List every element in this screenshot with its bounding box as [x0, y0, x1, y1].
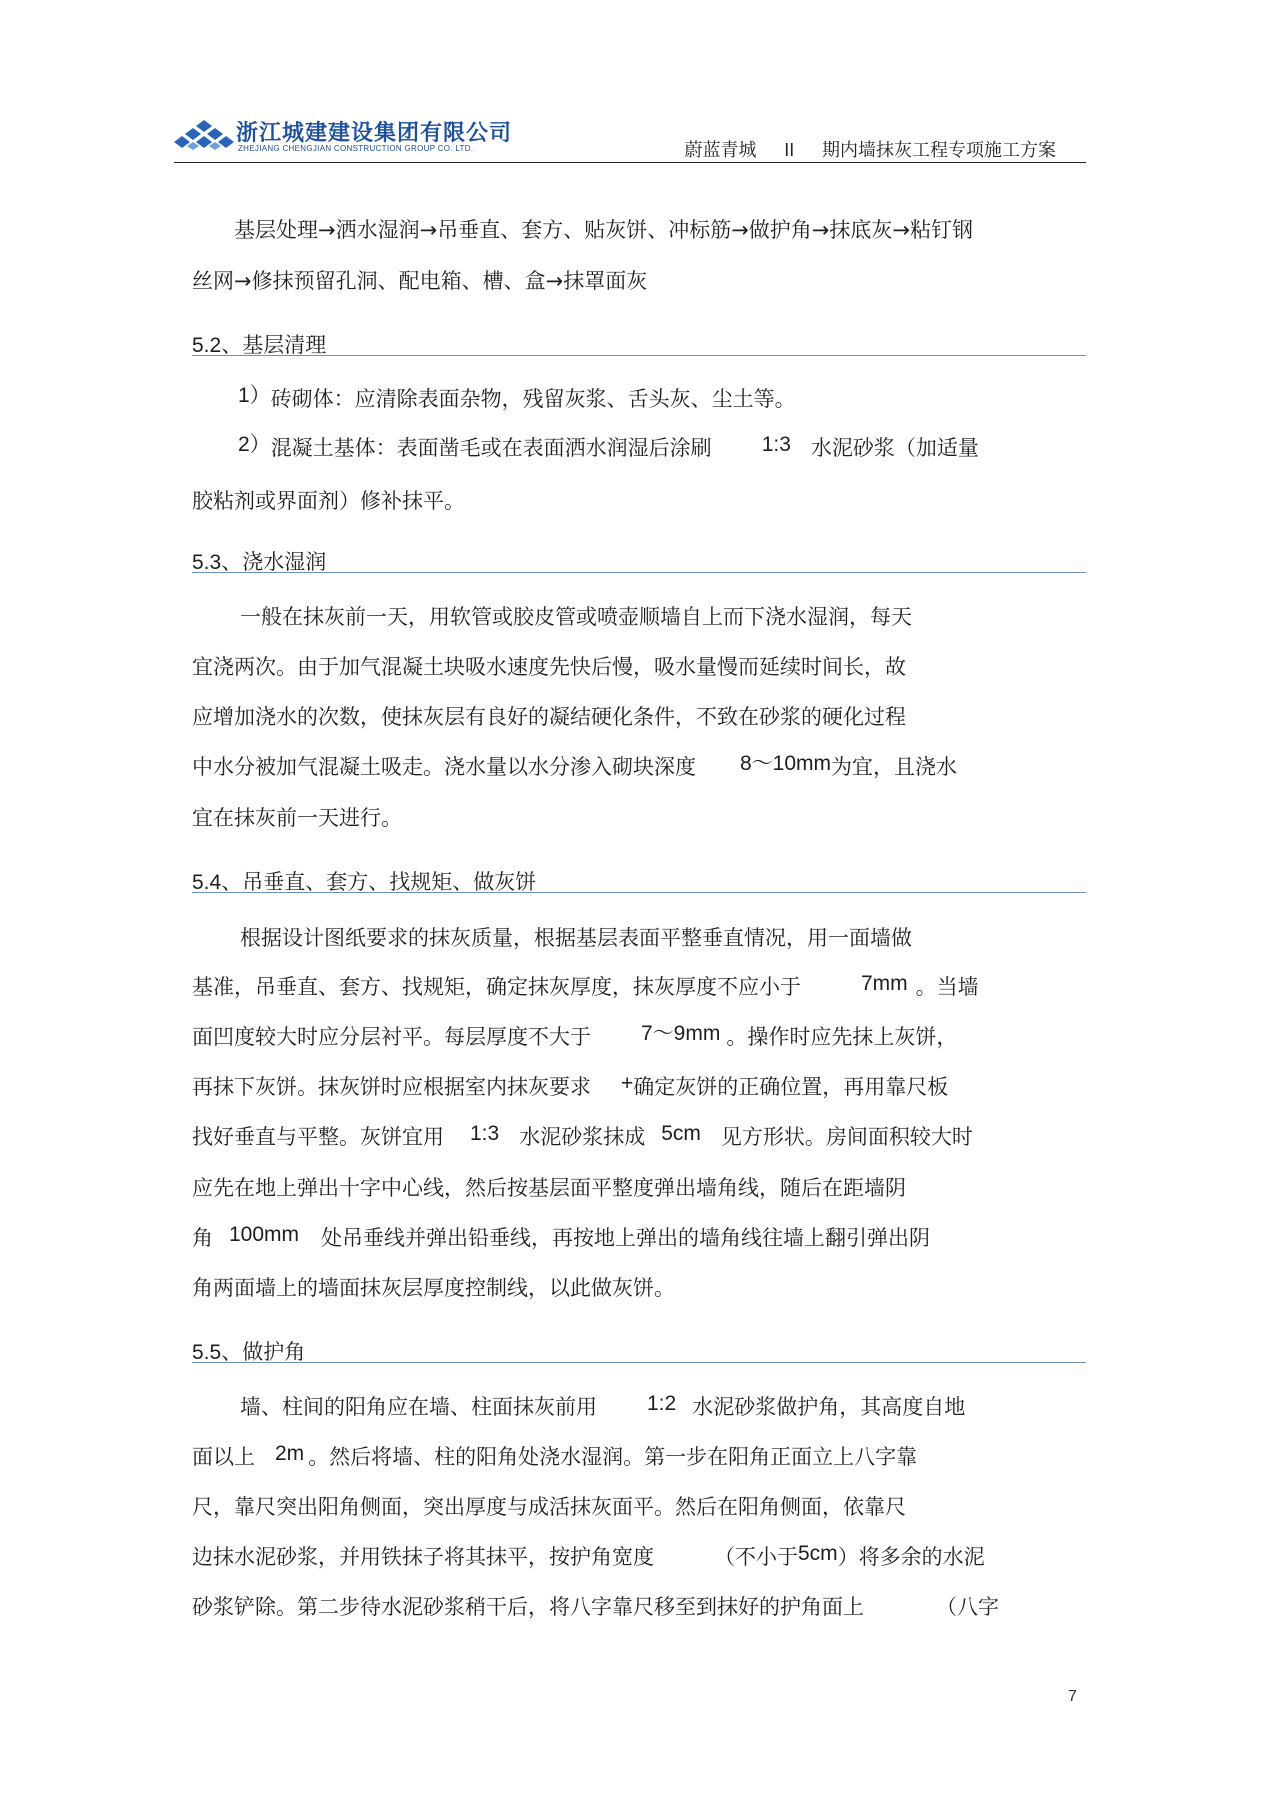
text-span: （不小于: [714, 1545, 798, 1569]
text-span: 见方形状。房间面积较大时: [720, 1125, 973, 1149]
text-span: 水泥砂浆（加适量: [810, 436, 979, 460]
text-span: 为宜，且浇水: [831, 755, 958, 779]
value-span: 1:2: [647, 1392, 677, 1415]
value-span: 7mm: [861, 972, 908, 995]
value-span: 100mm: [229, 1223, 300, 1246]
section-title: 、基层清理: [221, 333, 327, 357]
paragraph-line: 角两面墙上的墙面抹灰层厚度控制线，以此做灰饼。: [192, 1276, 675, 1300]
paragraph-line: [192, 1222, 930, 1252]
paragraph-line: 应增加浇水的次数，使抹灰层有良好的凝结硬化条件，不致在砂浆的硬化过程: [192, 705, 906, 729]
paragraph-line: [192, 1541, 985, 1571]
intro-line-2: 丝网→修抹预留孔洞、配电箱、槽、盒→抹罩面灰: [192, 269, 648, 293]
section-title: 、做护角: [221, 1340, 306, 1364]
paragraph-line: [192, 971, 979, 1001]
value-span: +: [621, 1072, 634, 1095]
text-span: 混凝土基体：表面凿毛或在表面洒水润湿后涂刷: [270, 436, 712, 460]
value-span: 1:3: [761, 433, 791, 456]
header-document-title: [679, 136, 1056, 162]
paragraph-line: [240, 1391, 965, 1421]
paragraph-line: 胶粘剂或界面剂）修补抹平。: [192, 489, 465, 513]
text-span: 。当墙: [915, 975, 979, 999]
list-number: 1）: [238, 384, 271, 407]
project-phase: II: [784, 140, 795, 160]
paragraph-line: [192, 1591, 999, 1621]
paragraph-line: 应先在地上弹出十字中心线，然后按基层面平整度弹出墙角线，随后在距墙阴: [192, 1176, 906, 1200]
text-span: 面凹度较大时应分层衬平。每层厚度不大于: [192, 1025, 591, 1049]
page-header: [174, 116, 1086, 164]
text-span: 基准，吊垂直、套方、找规矩，确定抹灰厚度，抹灰厚度不应小于: [192, 975, 801, 999]
header-divider: [174, 162, 1086, 163]
page-number: 7: [1068, 1688, 1077, 1705]
value-span: 5cm: [798, 1542, 838, 1565]
paragraph-line: [192, 1121, 973, 1151]
intro-line-1: 基层处理→洒水湿润→吊垂直、套方、贴灰饼、冲标筋→做护角→抹底灰→粘钉钢: [234, 218, 973, 242]
text-span: 砂浆铲除。第二步待水泥砂浆稍干后，将八字靠尺移至到抹好的护角面上: [192, 1595, 864, 1619]
paragraph-line: [192, 1441, 917, 1471]
text-span: 。操作时应先抹上灰饼，: [726, 1025, 958, 1049]
paragraph-line: [192, 1071, 948, 1101]
paragraph-line: 宜浇两次。由于加气混凝土块吸水速度先快后慢，吸水量慢而延续时间长，故: [192, 655, 906, 679]
text-span: 。然后将墙、柱的阳角处浇水湿润。第一步在阳角正面立上八字靠: [308, 1445, 918, 1469]
paragraph-line: 宜在抹灰前一天进行。: [192, 806, 402, 830]
value-span: 1:3: [470, 1122, 500, 1145]
text-span: 处吊垂线并弹出铅垂线，再按地上弹出的墙角线往墙上翻引弹出阴: [321, 1226, 931, 1250]
company-name-cn: 浙江城建建设集团有限公司: [236, 121, 513, 146]
text-span: 再抹下灰饼。抹灰饼时应根据室内抹灰要求: [192, 1075, 591, 1099]
text-span: 中水分被加气混凝土吸走。浇水量以水分渗入砌块深度: [192, 755, 696, 779]
list-number: 2）: [238, 433, 271, 456]
value-span: 7～9mm: [641, 1022, 721, 1045]
paragraph-line: [192, 1021, 957, 1051]
section-number: 5.2: [192, 334, 222, 357]
section-rule: [192, 355, 1086, 356]
value-span: 8～10mm: [740, 752, 832, 775]
text-span: 边抹水泥砂浆，并用铁抹子将其抹平，按护角宽度: [192, 1545, 654, 1569]
paragraph-line: 根据设计图纸要求的抹灰质量，根据基层表面平整垂直情况，用一面墙做: [240, 926, 912, 950]
section-rule: [192, 892, 1086, 893]
value-span: 5cm: [661, 1122, 701, 1145]
section-title: 、浇水湿润: [221, 550, 327, 574]
company-name-en: ZHEJIANG CHENGJIAN CONSTRUCTION GROUP CO. LTD.: [238, 144, 474, 153]
text-span: 墙、柱间的阳角应在墙、柱面抹灰前用: [240, 1395, 597, 1419]
section-title: 、吊垂直、套方、找规矩、做灰饼: [221, 870, 537, 894]
text-span: （八字: [936, 1595, 999, 1619]
paragraph-line: 尺，靠尺突出阳角侧面，突出厚度与成活抹灰面平。然后在阳角侧面，依靠尺: [192, 1495, 906, 1519]
text-span: 确定灰饼的正确位置，再用靠尺板: [633, 1075, 949, 1099]
paragraph-line: [192, 751, 957, 781]
paragraph-line: [238, 383, 796, 413]
text-span: ）将多余的水泥: [837, 1545, 985, 1569]
text-span: 水泥砂浆做护角，其高度自地: [692, 1395, 966, 1419]
paragraph-line: 一般在抹灰前一天，用软管或胶皮管或喷壶顺墙自上而下浇水湿润，每天: [240, 605, 912, 629]
document-title: 期内墙抹灰工程专项施工方案: [822, 140, 1056, 161]
section-number: 5.5: [192, 1341, 222, 1364]
value-span: 2m: [275, 1442, 305, 1465]
text-span: 找好垂直与平整。灰饼宜用: [192, 1125, 444, 1149]
paragraph-line: [238, 432, 979, 462]
project-name: 蔚蓝青城: [684, 140, 757, 161]
list-item-text: 砖砌体：应清除表面杂物，残留灰浆、舌头灰、尘土等。: [270, 387, 796, 411]
section-number: 5.4: [192, 871, 222, 894]
section-number: 5.3: [192, 551, 222, 574]
text-span: 面以上: [192, 1445, 255, 1469]
company-logo-icon: [174, 116, 234, 156]
text-span: 角: [192, 1226, 213, 1250]
section-rule: [192, 1362, 1086, 1363]
text-span: 水泥砂浆抹成: [519, 1125, 646, 1149]
section-rule: [192, 572, 1086, 573]
